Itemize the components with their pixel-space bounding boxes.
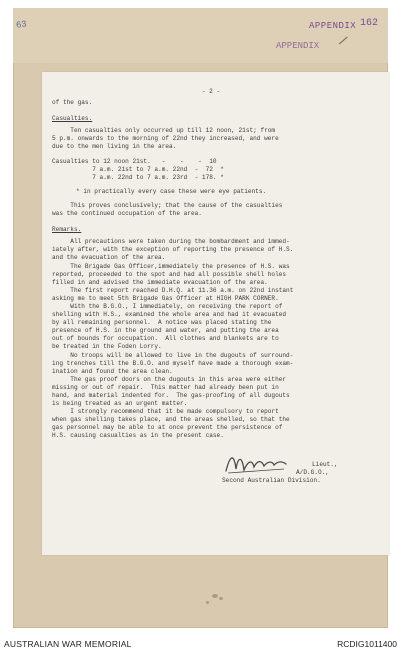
stain-spot (206, 601, 209, 604)
stain-spot (219, 597, 223, 600)
stain-spot (212, 594, 218, 598)
casualty-row: Casualties to 12 noon 21st. - - - 10 (52, 157, 217, 165)
pencil-tick-icon: / (336, 33, 350, 50)
remarks-body: All precautions were taken during the bombardment and immed- iately after, with the exception of reporting the presence of H.S. and the evacuation of the area. The Brigade Gas Officer,immediately the presence of H.S. was reported, proceeded to the spot and had all possible shell holes filled in and advised the immediate evacuation of the area. The first report reached D.H.Q. at 11.36 a.m. on 22nd instant asking me to meet 5th Brigade Gas Officer at HIGH PARK CORNER. With the B.G.O., I immediately, on receiving the report of shelling with H.S., examined the whole area and had it evacuated by all remaining personnel. A notice was placed stating the presence of H.S. in the ground and water, and putting the area out of bounds for occupation. All clothes and blankets are to be treated in the Foden Lorry. No troops will be allowed to live in the dugouts of surround- ing trenches till the B.G.O. and myself have made a thorough exam- ination and found the area clean. The gas proof doors on the dugouts in this area were either missing or out of repair. This matter had already been put in hand, and material indented for. The gas-proofing of all dugouts is being treated as an urgent matter. I strongly recommend that it be made compulsory to report when gas shelling takes place, and the areas shelled, so that the gas personnel may be able to at once prevent the persistence of H.S. causing casualties as in the present case. (52, 238, 294, 440)
casualties-intro: Ten casualties only occurred up till 12 noon, 21st; from 5 p.m. onwards to the morning of 22nd they increased, and were due to the men living in the area. (52, 127, 279, 151)
page-number: - 2 - (201, 88, 221, 95)
signatory-role: A/D.G.O., (296, 468, 329, 476)
document-body (52, 88, 370, 487)
continuation-line: of the gas. (52, 99, 93, 107)
casualty-table (52, 158, 370, 182)
folder-corner-mark: 63 (15, 19, 28, 31)
appendix-stamp: APPENDIX (309, 21, 357, 31)
casualties-conclusion: This proves conclusively; that the cause of the casualties was the continued occupation of the area. (52, 201, 283, 218)
casualty-row: 7 a.m. 21st to 7 a.m. 22nd - 72 * (52, 165, 224, 173)
casualty-row: 7 a.m. 22nd to 7 a.m. 23rd - 178. * (52, 173, 224, 181)
casualty-footnote: * in practically every case these were eye patients. (76, 187, 267, 195)
signatory-division: Second Australian Division. (222, 476, 321, 484)
casualties-heading: Casualties. (52, 115, 93, 123)
archive-reference-id: RCDIG1011400 (337, 639, 397, 649)
faint-appendix-stamp: APPENDIX (276, 41, 320, 51)
archive-credit: AUSTRALIAN WAR MEMORIAL (4, 639, 132, 649)
appendix-stamp-number: 162 (360, 18, 379, 29)
signatory-rank: Lieut., (312, 460, 338, 468)
signature-block (52, 447, 370, 487)
handwritten-signature (224, 449, 294, 477)
folder-fold-strip (13, 8, 388, 63)
remarks-heading: Remarks. (52, 226, 82, 234)
